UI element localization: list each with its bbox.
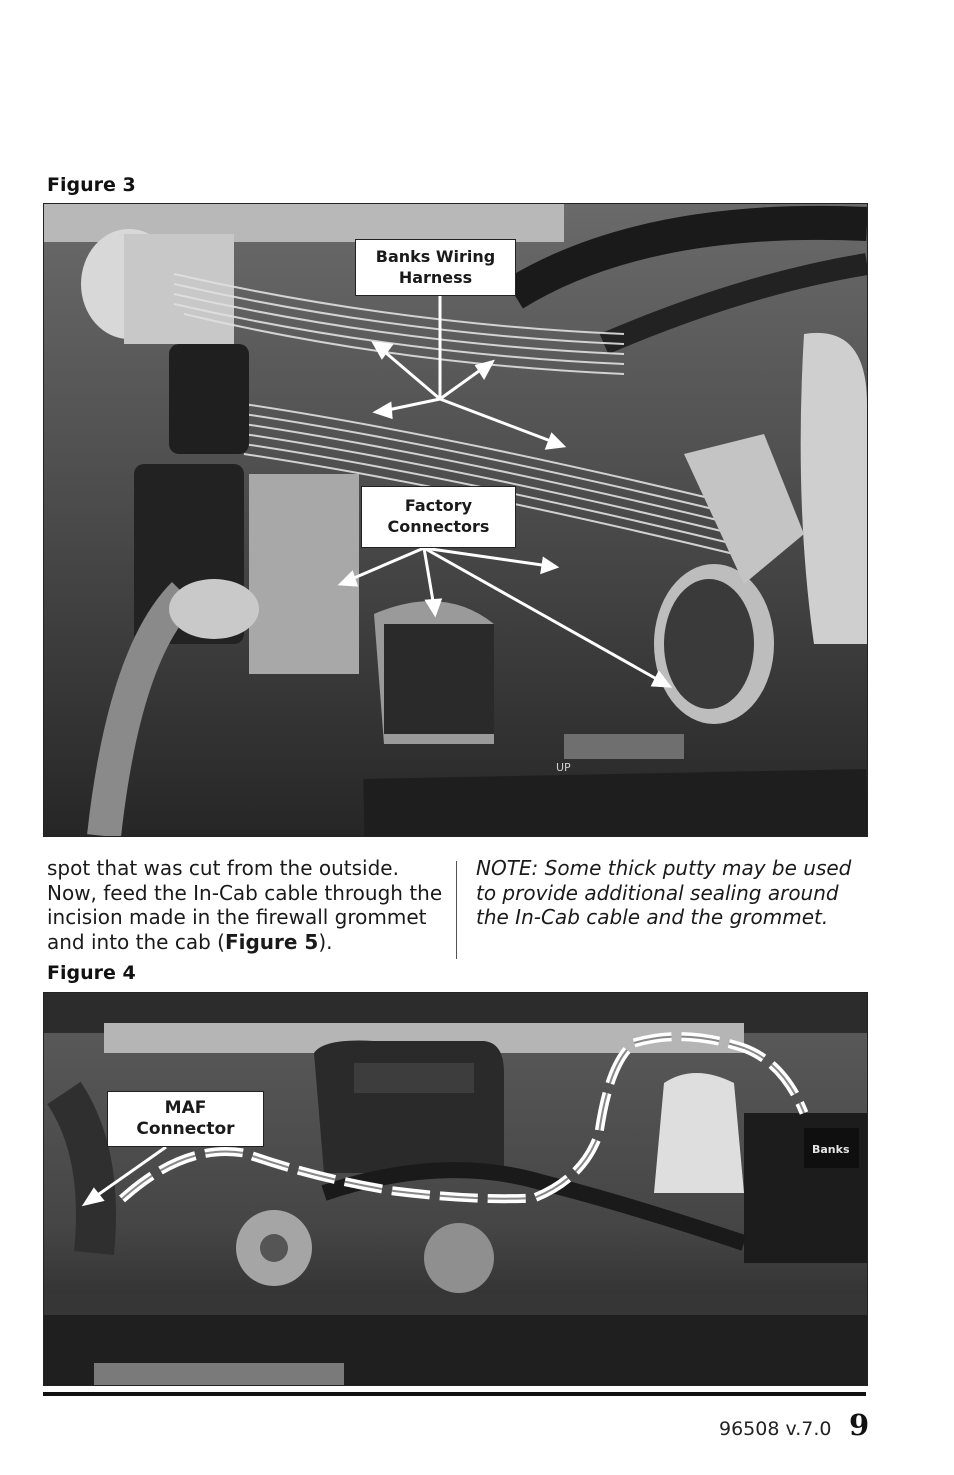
hose-marking-text: UP — [556, 761, 571, 774]
engine-overview-photo-illustration — [44, 993, 867, 1385]
factory-connectors-callout: Factory Connectors — [361, 486, 516, 548]
column-divider — [456, 861, 457, 959]
figure-5-reference: Figure 5 — [224, 929, 319, 954]
banks-wiring-harness-callout: Banks Wiring Harness — [355, 239, 516, 296]
body-text-left — [47, 856, 447, 954]
footer-rule — [43, 1392, 866, 1396]
figure-3-photo — [43, 203, 868, 837]
maf-connector-callout: MAF Connector — [107, 1091, 264, 1147]
banks-sticker-text: Banks — [812, 1143, 850, 1156]
figure-4-photo — [43, 992, 868, 1386]
figure-4-label: Figure 4 — [47, 962, 136, 984]
figure-3-label: Figure 3 — [47, 174, 136, 196]
page-number: 9 — [849, 1408, 870, 1442]
document-number: 96508 v.7.0 — [719, 1418, 832, 1440]
body-text-left-end: ). — [318, 929, 333, 954]
body-text-left-main: spot that was cut from the outside. Now, feed the In-Cab cable through the incision made in the firewall grommet and into the cab ( — [47, 856, 443, 954]
sealing-note: NOTE: Some thick putty may be used to provide additional sealing around the In-Cab cable and the grommet. — [476, 856, 852, 929]
